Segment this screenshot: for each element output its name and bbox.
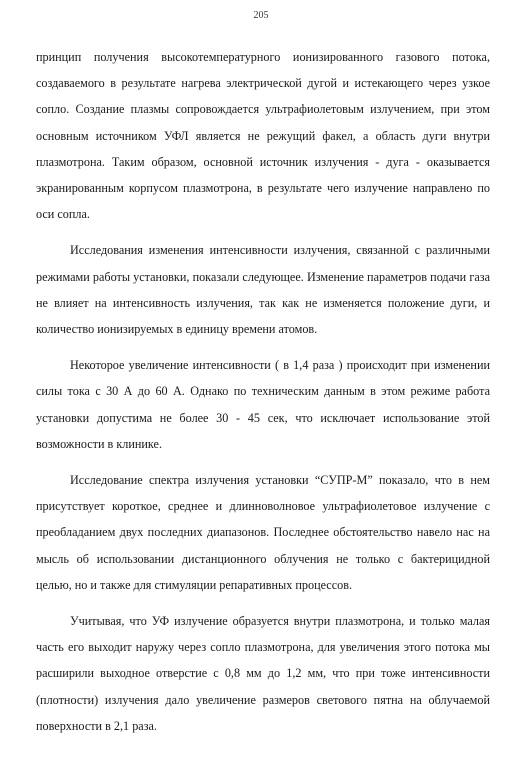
paragraph: принцип получения высокотемпературного ионизированного газового потока, создаваемого в результате нагрева электрической дугой и истекающего через узкое сопло. Создание плазмы сопровождается ультрафиолетовым излучением, при этом основным источником УФЛ является не режущий факел, а область дуги внутри плазмотрона. Таким образом, основной источник излучения - дуга - оказывается экранированным корпусом плазмотрона, в результате чего излучение направлено по оси сопла. [36,50,490,222]
paragraph: Исследования изменения интенсивности излучения, связанной с различными режимами работы установки, показали следующее. Изменение параметров подачи газа не влияет на интенсивность излучения, так как не изменяется положение дуги, и количество ионизируемых в единицу времени атомов. [36,243,490,337]
page-number: 205 [253,10,269,21]
paragraph: Некоторое увеличение интенсивности ( в 1,4 раза ) происходит при изменении силы тока с 30 А до 60 А. Однако по техническим данным в этом режиме работа установки допустима не более 30 - 45 сек, что исключает использование этой возможности в клинике. [36,358,490,451]
paragraph: Учитывая, что УФ излучение образуется внутри плазмотрона, и только малая часть его выходит наружу через сопло плазмотрона, для увеличения этого потока мы расширили выходное отверстие с 0,8 мм до 1,2 мм, что при тоже интенсивности (плотности) излучения дало увеличение размеров светового пятна на облучаемой поверхности в 2,1 раза. [36,614,490,733]
body-text [36,44,490,749]
paragraph: Исследование спектра излучения установки “СУПР-М” показало, что в нем присутствует короткое, среднее и длинноволновое ультрафиолетовое излучение с преобладанием двух последних диапазонов. Последнее обстоятельство навело нас на мысль об использовании дистанционного облучения не только с бактерицидной целью, но и также для стимуляции репаративных процессов. [36,473,490,592]
